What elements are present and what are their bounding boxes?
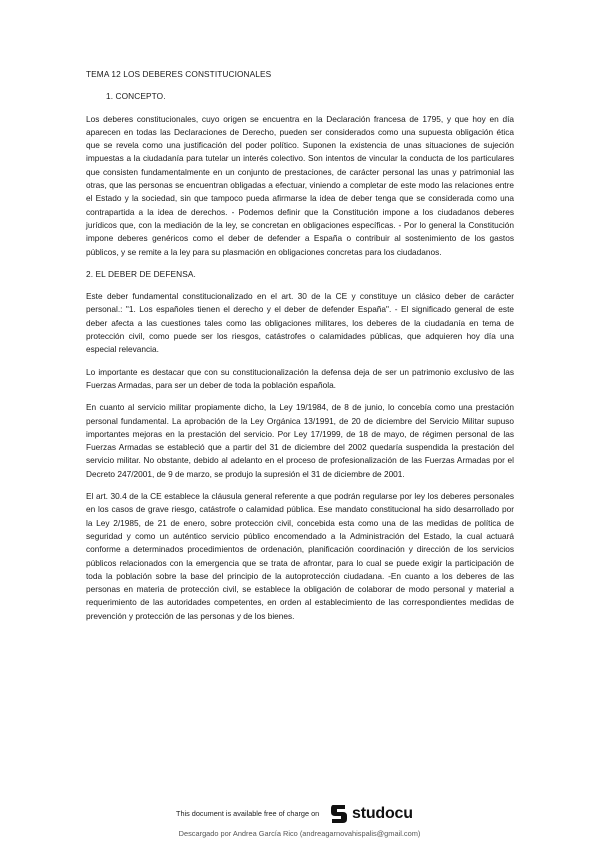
paragraph-defensa-1: Este deber fundamental constitucionalizado en el art. 30 de la CE y constituye un clásico deber de carácter personal.: "1. Los españoles tienen el derecho y el deber de defender España". - El significado general de este deber afecta a las cuestiones tales como las obligaciones militares, los deberes de la ciudadanía en tema de protección civil, como puede ser los riesgos, catástrofes o calamidades públicas, que adquieren hoy día una especial relevancia.: [86, 291, 514, 355]
studocu-logo-icon: [330, 803, 348, 825]
document-body: [86, 68, 514, 632]
download-attribution: Descargado por Andrea García Rico (andreagarnovahispalis@gmail.com): [178, 829, 421, 838]
document-title: TEMA 12 LOS DEBERES CONSTITUCIONALES: [86, 69, 272, 79]
paragraph-defensa-4: El art. 30.4 de la CE establece la cláusula general referente a que podrán regularse por ley los deberes personales en los casos de grave riesgo, catástrofe o calamidad pública. Ese mandato constitucional ha sido desarrollado por la Ley 2/1985, de 21 de enero, sobre protección civil, concebida esta como una de las medidas de política de seguridad y como un auténtico servicio público encomendado a la Administración del Estado, la cual actuará conforme a determinados procedimientos de ordenación, planificación coordinación y dirección de los servicios públicos relacionados con la emergencia que se trata de afrontar, para lo cual se puede exigir la participación de toda la población sobre la base del principio de la autoprotección ciudadana. -En cuanto a los deberes de las personas en materia de protección civil, se establece la obligación de colaborar de modo personal y material a requerimiento de las autoridades competentes, en orden al establecimiento de las correspondientes medidas de prevención y protección de las personas y de los bienes.: [86, 491, 514, 621]
studocu-brand-text: studocu: [352, 805, 413, 822]
section-heading-concepto: 1. CONCEPTO.: [106, 91, 166, 102]
studocu-footer-banner[interactable]: [0, 800, 599, 830]
availability-text: This document is available free of charge on: [176, 809, 320, 818]
paragraph-defensa-2: Lo importante es destacar que con su constitucionalización la defensa deja de ser un patrimonio exclusivo de las Fuerzas Armadas, para ser un deber de toda la población española.: [86, 366, 514, 390]
paragraph-concepto: Los deberes constitucionales, cuyo origen se encuentra en la Declaración francesa de 1795, y que hoy en día aparecen en todas las Declaraciones de Derecho, pueden ser considerados como una supuesta obligación ética que se revela como una justificación del poder político. Suponen la existencia de unas situaciones de sujeción impuestas a la ciudadanía para tutelar un interés colectivo. Son intentos de vincular la conducta de los particulares que consisten fundamentalmente en un conjunto de prestaciones, de carácter personal las unas y patrimonial las otras, que las personas se encuentran obligadas a efectuar, viniendo a completar de este modo las relaciones entre el Estado y la sociedad, sin que tampoco pueda afirmarse la idea de deber tenga que se considerada como una contrapartida a la idea de derechos. - Podemos definir que la Constitución impone a los ciudadanos deberes jurídicos que, con la mediación de la ley, se concretan en obligaciones específicas. - Por lo general la Constitución impone deberes genéricos como el deber de defender a España o contribuir al sostenimiento de los gastos públicos, y se remite a la ley para su plasmación en obligaciones concretas para los ciudadanos.: [86, 113, 514, 257]
paragraph-defensa-3: En cuanto al servicio militar propiamente dicho, la Ley 19/1984, de 8 de junio, lo concebía como una prestación personal fundamental. La aprobación de la Ley Orgánica 13/1991, de 20 de diciembre del Servicio Militar supuso importantes mejoras en la prestación del servicio. Por Ley 17/1999, de 18 de mayo, de régimen personal de las Fuerzas Armadas se estableció que a partir del 31 de diciembre del 2002 quedaría suspendida la prestación del servicio militar. No obstante, debido al adelanto en el proceso de profesionalización de las Fuerzas Armadas por el Decreto 247/2001, de 9 de marzo, se produjo la supresión el 31 de diciembre de 2001.: [86, 402, 514, 479]
studocu-logo[interactable]: [330, 802, 413, 826]
section-heading-deber-defensa: 2. EL DEBER DE DEFENSA.: [86, 268, 196, 279]
